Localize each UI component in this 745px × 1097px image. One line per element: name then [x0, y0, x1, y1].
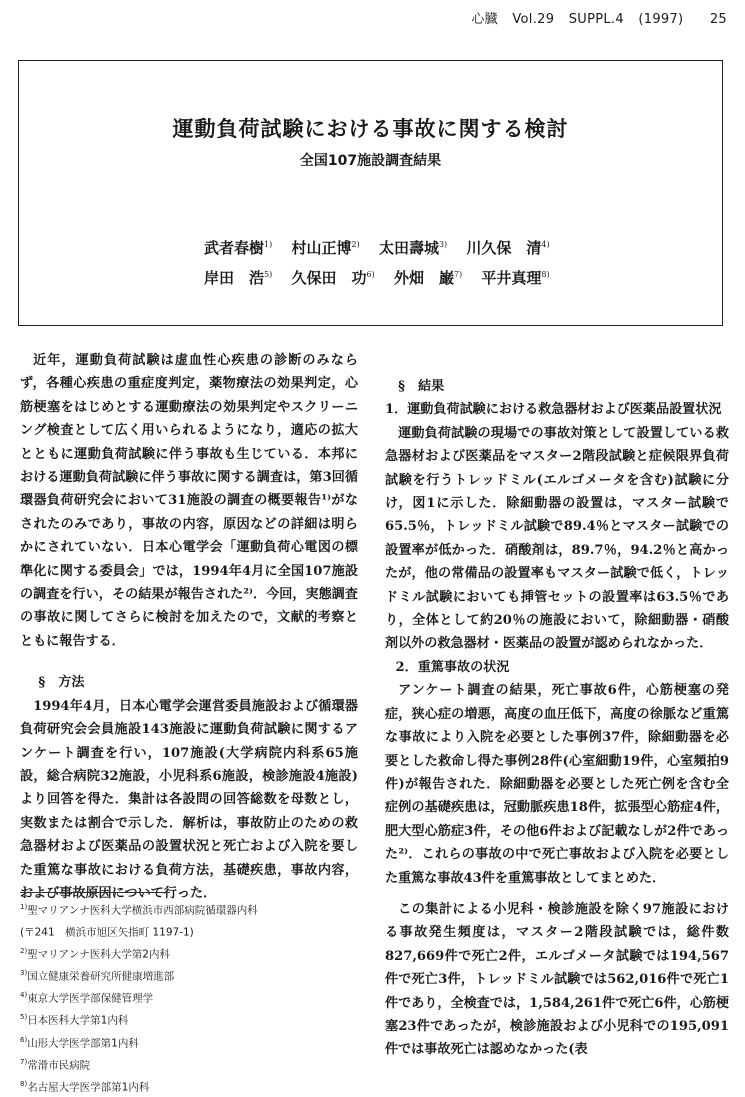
results-heading: § 結果: [398, 379, 445, 394]
right-column: [385, 375, 729, 1062]
author-affiliation-ref: 2): [351, 240, 360, 249]
left-column: [20, 349, 358, 905]
author-affiliation-ref: 4): [541, 240, 550, 249]
results-subheading-1: 1．運動負荷試験における救急器材および医薬品設置状況: [385, 402, 722, 418]
author-name: 川久保 清: [466, 239, 542, 257]
footnote-item: [20, 964, 360, 986]
footnote-item: [20, 1053, 360, 1075]
footnote-text: 聖マリアンナ医科大学第2内科: [27, 948, 170, 961]
author-affiliation-ref: 8): [541, 270, 550, 279]
author-affiliation-ref: 3): [438, 240, 448, 249]
footnote-ref: 2): [20, 947, 28, 956]
author: [481, 269, 549, 287]
footnote-text: 名古屋大学医学部第1内科: [27, 1081, 150, 1094]
footnote-item: [20, 942, 360, 964]
footnote-text: 聖マリアンナ医科大学横浜市西部病院循環器内科: [27, 904, 258, 917]
footnote-item: [20, 1075, 360, 1097]
author-list-row-1: [204, 237, 624, 258]
author: [466, 239, 549, 257]
author: [204, 269, 272, 287]
journal-volume: Vol.29: [512, 12, 555, 27]
footnote-item: [20, 920, 360, 942]
footnote-item: [20, 986, 360, 1008]
author: [291, 239, 359, 257]
results-paragraph-1: 運動負荷試験の現場での事故対策として設置している救急器材および医薬品をマスター2階段試験と症候限界負荷試験を行うトレッドミル(エルゴメータを含む)試験に分け，図1に示した．除細動器の設置は，マスター試験で65.5％，トレッドミル試験で89.4％とマスター試験での設置率が低かった．硝酸剤は，89.7％，94.2％と高かったが，他の常備品の設置率もマスター試験で低く，トレッドミル試験においても挿管セットの設置率は63.5％であり，全体として約20％の施設において，除細動器・硝酸剤以外の救急器材・医薬品の設置が認められなかった．: [385, 425, 729, 652]
author-name: 岸田 浩: [204, 269, 265, 287]
author-list-row-2: [204, 267, 624, 288]
methods-heading: § 方法: [38, 675, 85, 691]
author-name: 武者春樹: [204, 239, 265, 257]
footnote-ref: 4): [20, 991, 28, 1000]
author-affiliation-ref: 5): [264, 270, 273, 279]
footnote-text: 山形大学医学部第1内科: [27, 1037, 139, 1050]
author-affiliation-ref: 1): [264, 240, 273, 249]
footnote-text: 日本医科大学第1内科: [27, 1014, 129, 1027]
author-affiliation-ref: 7): [453, 270, 463, 279]
footnote-item: [20, 1031, 360, 1053]
author: [379, 239, 447, 257]
author-name: 久保田 功: [291, 269, 367, 287]
footnote-ref: 1): [20, 903, 28, 911]
footnote-item: [20, 1008, 360, 1030]
footnote-ref: 3): [20, 969, 28, 978]
author-name: 外畑 巌: [393, 269, 454, 287]
footnote-text: 国立健康栄養研究所健康増進部: [27, 970, 175, 983]
footnote-divider: [20, 892, 170, 893]
footnote-text: (〒241 横浜市旭区矢指町 1197-1): [20, 926, 194, 939]
footnote-ref: 8): [20, 1079, 28, 1088]
footnote-text: 東京大学医学部保健管理学: [27, 992, 154, 1005]
page-number: 25: [709, 12, 727, 27]
introduction-paragraph: 近年，運動負荷試験は虚血性心疾患の診断のみならず，各種心疾患の重症度判定，薬物療法の効果判定，心筋梗塞をはじめとする運動療法の効果判定やスクリーニング検査として広く用いられるようになり，適応の拡大とともに運動負荷試験に伴う事故も生じている．本邦における運動負荷試験に伴う事故に関する調査は，第3回循環器負荷研究会において31施設の調査の概要報告¹⁾がなされたのみであり，事故の内容，原因などの詳細は明らかにされていない．日本心電学会「運動負荷心電図の標準化に関する委員会」では，1994年4月に全国107施設の調査を行い，その結果が報告された²⁾．今回，実態調査の事故に関してさらに検討を加えたので，文献的考察とともに報告する．: [20, 353, 358, 649]
results-paragraph-2: アンケート調査の結果，死亡事故6件，心筋梗塞の発症，狭心症の増悪，高度の血圧低下，高度の徐脈など重篤な事故により入院を必要とした事例37件，除細動器を必要とした救命し得た事例28件(心室細動19件，心室頻拍9件)が報告された．除細動器を必要とした死亡例を含む全症例の基礎疾患は，冠動脈疾患18件，拡張型心筋症4件，肥大型心筋症3件，その他6件および記載なしが2件であった²⁾．これらの事故の中で死亡事故および入院を必要とした重篤な事故43件を重篤事故としてまとめた．: [385, 683, 729, 886]
footnote-ref: 6): [20, 1035, 28, 1044]
author-name: 平井真理: [481, 269, 542, 287]
results-subheading-2: 2．重篤事故の状況: [395, 659, 510, 675]
running-head: [461, 8, 727, 27]
methods-paragraph: 1994年4月，日本心電学会運営委員施設および循環器負荷研究会会員施設143施設に運動負荷試験に関するアンケート調査を行い，107施設(大学病院内科系65施設，総合病院32施設，小児科系6施設，検診施設4施設)より回答を得た．集計は各設問の回答総数を母数とし，実数または割合で示した．解析は，事故防止のための救急器材および医薬品の設置状況と死亡および入院を要した重篤な事故における負荷方法，基礎疾患，事故内容，および事故原因について行った．: [20, 698, 358, 901]
author: [204, 239, 272, 257]
journal-year: (1997): [638, 12, 684, 27]
author-name: 村山正博: [291, 239, 352, 257]
author: [291, 269, 374, 287]
footnote-ref: 5): [20, 1013, 28, 1022]
article-title: 運動負荷試験における事故に関する検討: [172, 116, 569, 141]
footnote-item: [20, 898, 360, 920]
author-name: 太田壽城: [378, 239, 439, 257]
affiliation-footnotes: [20, 898, 360, 1097]
article-subtitle: 全国107施設調査結果: [299, 153, 442, 169]
journal-suppl: SUPPL.4: [568, 12, 624, 27]
footnote-text: 常滑市民病院: [27, 1059, 91, 1072]
journal-name: 心臓: [471, 12, 498, 27]
footnote-ref: 7): [20, 1057, 28, 1066]
author-affiliation-ref: 6): [366, 270, 375, 279]
author: [394, 269, 462, 287]
results-paragraph-3: この集計による小児科・検診施設を除く97施設における事故発生頻度は，マスター2階段試験では，総件数827,669件で死亡2件，エルゴメータ試験では194,567件で死亡3件，トレッドミル試験では562,016件で死亡1件であり，全検査では，1,584,261件で死亡6件，心筋梗塞23件であったが，検診施設および小児科での195,091件では事故死亡は認めなかった(表: [385, 901, 729, 1058]
title-box: [18, 60, 723, 326]
